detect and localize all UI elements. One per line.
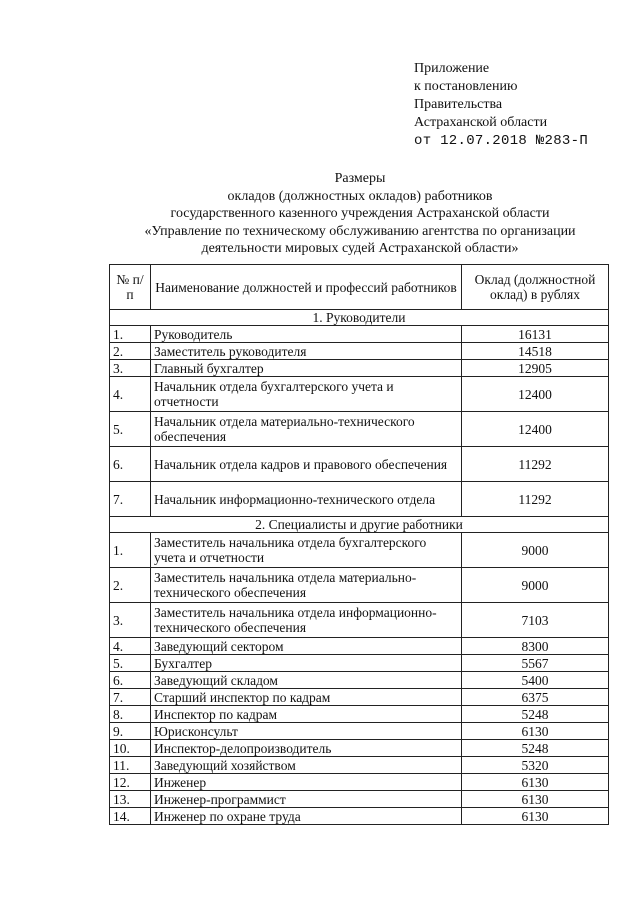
table-row	[110, 326, 609, 343]
appendix-date: от 12.07.2018 №283-П	[414, 133, 589, 149]
row-number: 6.	[110, 672, 151, 689]
row-position: Заведующий хозяйством	[151, 757, 462, 774]
row-position: Начальник отдела кадров и правового обеспечения	[151, 447, 462, 482]
row-position: Начальник отдела материально-технического обеспечения	[151, 412, 462, 447]
row-number: 5.	[110, 412, 151, 447]
row-salary: 11292	[462, 482, 609, 517]
row-salary: 9000	[462, 533, 609, 568]
row-position: Заместитель начальника отдела информационно-технического обеспечения	[151, 603, 462, 638]
row-salary: 5400	[462, 672, 609, 689]
table-row	[110, 808, 609, 825]
table-row	[110, 757, 609, 774]
section-header-row	[110, 310, 609, 326]
table-row	[110, 655, 609, 672]
row-position: Инженер-программист	[151, 791, 462, 808]
row-position: Заместитель начальника отдела бухгалтерского учета и отчетности	[151, 533, 462, 568]
appendix-line: к постановлению	[414, 79, 518, 94]
table-row	[110, 360, 609, 377]
salary-table	[109, 264, 609, 825]
table-row	[110, 533, 609, 568]
title-line: деятельности мировых судей Астраханской области»	[201, 241, 519, 256]
row-salary: 5320	[462, 757, 609, 774]
row-salary: 12400	[462, 377, 609, 412]
row-number: 2.	[110, 568, 151, 603]
row-number: 14.	[110, 808, 151, 825]
row-number: 10.	[110, 740, 151, 757]
row-position: Заведующий складом	[151, 672, 462, 689]
row-salary: 5567	[462, 655, 609, 672]
row-salary: 7103	[462, 603, 609, 638]
row-position: Главный бухгалтер	[151, 360, 462, 377]
row-salary: 6130	[462, 791, 609, 808]
table-row	[110, 343, 609, 360]
row-position: Инспектор-делопроизводитель	[151, 740, 462, 757]
row-number: 2.	[110, 343, 151, 360]
row-position: Заместитель начальника отдела материально-технического обеспечения	[151, 568, 462, 603]
row-number: 8.	[110, 706, 151, 723]
row-number: 1.	[110, 533, 151, 568]
section-header-row	[110, 517, 609, 533]
title-line: Размеры	[334, 171, 386, 186]
row-salary: 12400	[462, 412, 609, 447]
row-position: Начальник отдела бухгалтерского учета и отчетности	[151, 377, 462, 412]
row-salary: 14518	[462, 343, 609, 360]
row-position: Юрисконсульт	[151, 723, 462, 740]
table-row	[110, 740, 609, 757]
appendix-line: Правительства	[414, 97, 503, 112]
row-salary: 12905	[462, 360, 609, 377]
row-salary: 6130	[462, 808, 609, 825]
row-position: Руководитель	[151, 326, 462, 343]
document-title	[100, 170, 620, 258]
title-line: окладов (должностных окладов) работников	[227, 188, 493, 204]
table-row	[110, 689, 609, 706]
row-salary: 6375	[462, 689, 609, 706]
row-number: 7.	[110, 482, 151, 517]
row-number: 12.	[110, 774, 151, 791]
table-row	[110, 774, 609, 791]
row-number: 13.	[110, 791, 151, 808]
row-number: 11.	[110, 757, 151, 774]
row-number: 3.	[110, 360, 151, 377]
row-position: Старший инспектор по кадрам	[151, 689, 462, 706]
row-salary: 5248	[462, 706, 609, 723]
section-title: 1. Руководители	[110, 310, 609, 326]
table-body	[110, 310, 609, 825]
row-salary: 11292	[462, 447, 609, 482]
table-row	[110, 706, 609, 723]
table-row	[110, 672, 609, 689]
table-row	[110, 482, 609, 517]
table-row	[110, 791, 609, 808]
title-line: «Управление по техническому обслуживанию агентства по организации	[144, 223, 576, 239]
row-salary: 8300	[462, 638, 609, 655]
row-number: 9.	[110, 723, 151, 740]
table-row	[110, 568, 609, 603]
row-number: 5.	[110, 655, 151, 672]
row-number: 3.	[110, 603, 151, 638]
row-number: 7.	[110, 689, 151, 706]
row-number: 1.	[110, 326, 151, 343]
row-position: Заведующий сектором	[151, 638, 462, 655]
row-number: 6.	[110, 447, 151, 482]
row-position: Заместитель руководителя	[151, 343, 462, 360]
row-salary: 16131	[462, 326, 609, 343]
row-position: Начальник информационно-технического отдела	[151, 482, 462, 517]
table-row	[110, 723, 609, 740]
row-position: Инженер по охране труда	[151, 808, 462, 825]
table-row	[110, 603, 609, 638]
table-row	[110, 638, 609, 655]
row-number: 4.	[110, 377, 151, 412]
row-position: Инженер	[151, 774, 462, 791]
row-salary: 9000	[462, 568, 609, 603]
header-number: № п/п	[110, 265, 151, 310]
row-salary: 5248	[462, 740, 609, 757]
row-salary: 6130	[462, 723, 609, 740]
appendix-line: Приложение	[414, 61, 490, 76]
table-row	[110, 412, 609, 447]
row-salary: 6130	[462, 774, 609, 791]
header-salary: Оклад (должностной оклад) в рублях	[462, 265, 609, 310]
table-header-row	[110, 265, 609, 310]
appendix-line: Астраханской области	[414, 115, 548, 130]
section-title: 2. Специалисты и другие работники	[110, 517, 609, 533]
table-row	[110, 447, 609, 482]
table-row	[110, 377, 609, 412]
row-position: Инспектор по кадрам	[151, 706, 462, 723]
appendix-block	[414, 60, 588, 150]
row-number: 4.	[110, 638, 151, 655]
title-line: государственного казенного учреждения Астраханской области	[170, 206, 550, 221]
header-position: Наименование должностей и профессий работников	[151, 265, 462, 310]
row-position: Бухгалтер	[151, 655, 462, 672]
